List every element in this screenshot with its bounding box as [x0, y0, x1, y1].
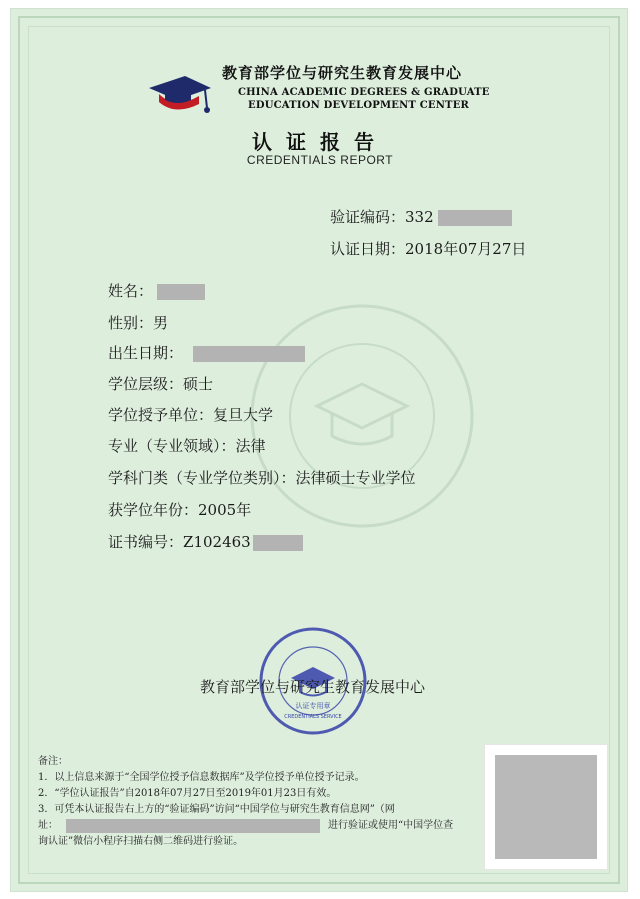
redaction-block: [66, 819, 320, 833]
issuing-org: 教育部学位与研究生教育发展中心: [200, 678, 426, 696]
qr-code-frame: [484, 744, 608, 870]
name-row: [108, 280, 205, 301]
note-1: 1．以上信息来源于“全国学位授予信息数据库”及学位授予单位授予记录。: [38, 772, 365, 783]
birth-label: 出生日期：: [108, 344, 184, 362]
report-title-en: CREDENTIALS REPORT: [246, 153, 394, 167]
year-row: [108, 499, 251, 520]
note-3b: [38, 818, 453, 834]
verify-code-row: [330, 206, 512, 227]
year-value: 2005年: [198, 501, 252, 519]
category-label: 学科门类（专业学位类别）：: [108, 469, 296, 487]
unit-label: 学位授予单位：: [108, 406, 214, 424]
level-value: 硕士: [183, 375, 214, 393]
stamp-bottom-text: CREDENTIALS SERVICE: [284, 714, 342, 720]
notes-title: 备注：: [38, 756, 68, 767]
category-value: 法律硕士专业学位: [295, 469, 416, 487]
unit-row: [108, 404, 273, 425]
gender-label: 性别：: [108, 314, 154, 332]
org-name-cn: 教育部学位与研究生教育发展中心: [222, 64, 463, 82]
cert-label: 证书编号：: [108, 533, 184, 551]
redaction-block: [438, 210, 512, 226]
level-row: [108, 373, 213, 394]
verify-date-label: 认证日期：: [330, 240, 406, 258]
cert-row: [108, 531, 303, 552]
note-3b-post: 进行验证或使用“中国学位查: [328, 820, 454, 831]
verify-date-value: 2018年07月27日: [405, 240, 527, 258]
year-label: 获学位年份：: [108, 501, 199, 519]
major-row: [108, 435, 266, 456]
birth-row: [108, 342, 305, 363]
org-name-en-line2: EDUCATION DEVELOPMENT CENTER: [248, 100, 470, 111]
major-value: 法律: [235, 437, 266, 455]
note-3c: 询认证”微信小程序扫描右侧二维码进行验证。: [38, 836, 244, 847]
gender-row: [108, 312, 168, 333]
redaction-block: [157, 284, 205, 300]
gender-value: 男: [153, 314, 169, 332]
cert-value: Z102463: [183, 533, 251, 551]
note-3a: 3．可凭本认证报告右上方的“验证编码”访问“中国学位与研究生教育信息网”（网: [38, 804, 395, 815]
unit-value: 复旦大学: [213, 406, 274, 424]
note-2: 2．“学位认证报告”自2018年07月27日至2019年01月23日有效。: [38, 788, 337, 799]
category-row: [108, 467, 416, 488]
major-label: 专业（专业领域）：: [108, 437, 236, 455]
redaction-block: [193, 346, 305, 362]
report-title-cn: 认证报告: [252, 130, 388, 154]
verify-date-row: [330, 238, 526, 259]
notes-section: [38, 754, 453, 850]
name-label: 姓名：: [108, 282, 154, 300]
level-label: 学位层级：: [108, 375, 184, 393]
verify-code-label: 验证编码：: [330, 208, 406, 226]
qr-code-redacted: [495, 755, 597, 859]
stamp-center-text: 认证专用章: [295, 702, 331, 710]
org-name-en-line1: CHINA ACADEMIC DEGREES & GRADUATE: [238, 87, 490, 98]
note-3b-pre: 址：: [38, 820, 58, 831]
graduation-cap-icon: [145, 70, 215, 116]
verify-code-value: 332: [405, 208, 434, 226]
redaction-block: [253, 535, 303, 551]
